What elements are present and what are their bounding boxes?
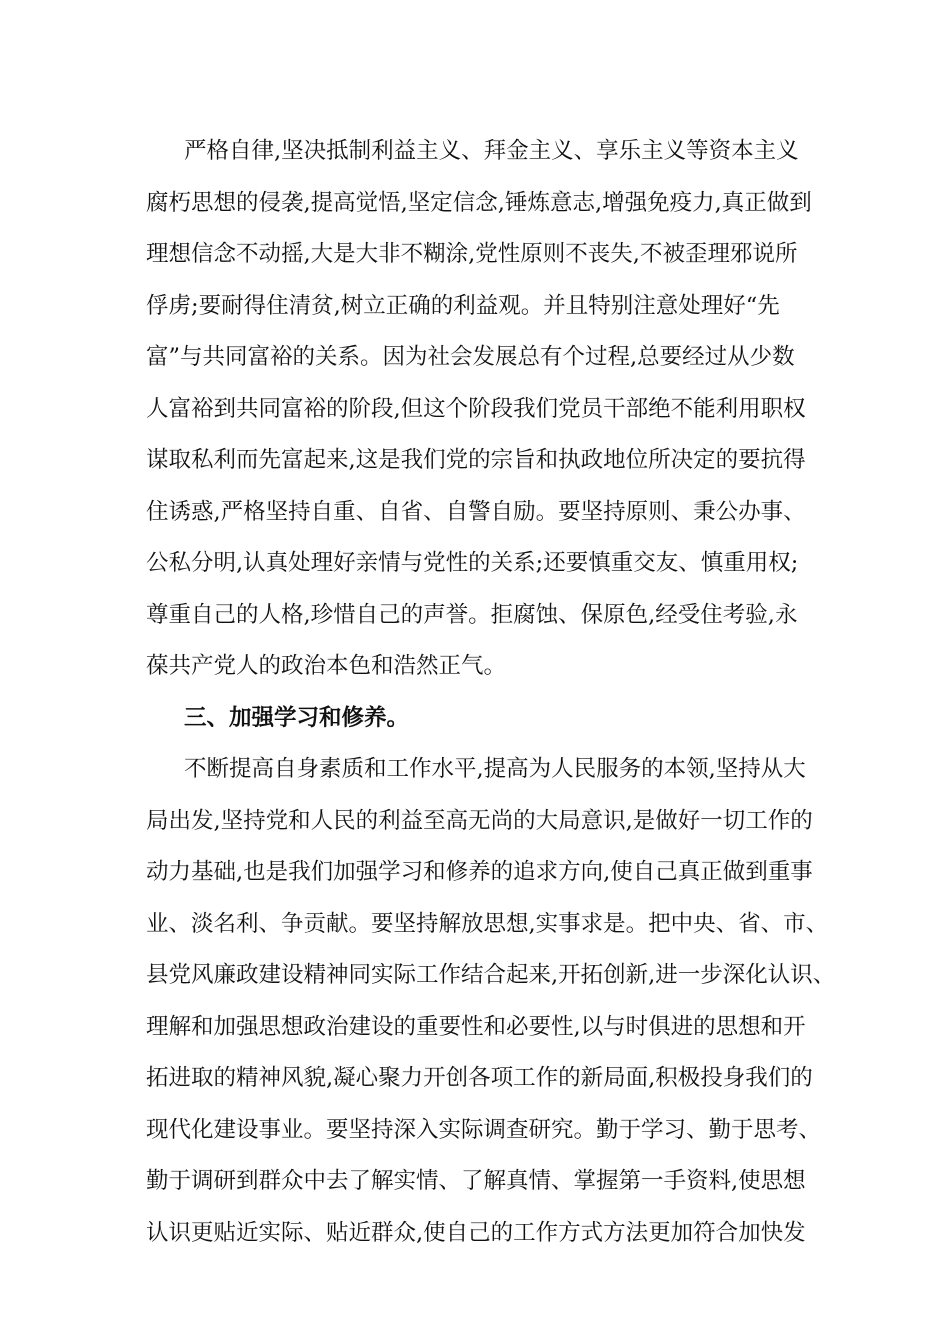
paragraph-2-line-4: 业、淡名利、争贡献。要坚持解放思想,实事求是。把中央、省、市、: [146, 910, 829, 937]
paragraph-1-line-3: 理想信念不动摇,大是大非不糊涂,党性原则不丧失,不被歪理邪说所: [146, 241, 798, 267]
paragraph-1-line-6: 人富裕到共同富裕的阶段,但这个阶段我们党员干部绝不能利用职权: [146, 395, 806, 422]
document-body: [146, 126, 836, 1259]
section-heading: 三、加强学习和修养。: [184, 704, 410, 731]
paragraph-1-line-5: 富”与共同富裕的关系。因为社会发展总有个过程,总要经过从少数: [146, 344, 795, 370]
paragraph-2-line-6: 理解和加强思想政治建设的重要性和必要性,以与时俱进的思想和开: [146, 1013, 806, 1040]
paragraph-2-line-3: 动力基础,也是我们加强学习和修养的追求方向,使自己真正做到重事: [146, 859, 813, 885]
paragraph-2-line-1: 不断提高自身素质和工作水平,提高为人民服务的本领,坚持从大: [184, 756, 806, 782]
paragraph-1-line-2: 腐朽思想的侵袭,提高觉悟,坚定信念,锤炼意志,增强免疫力,真正做到: [146, 189, 812, 216]
paragraph-1-line-1: 严格自律,坚决抵制利益主义、拜金主义、享乐主义等资本主义: [184, 138, 799, 164]
paragraph-2-line-2: 局出发,坚持党和人民的利益至高无尚的大局意识,是做好一切工作的: [146, 807, 813, 834]
paragraph-1-line-4: 俘虏;要耐得住清贫,树立正确的利益观。并且特别注意处理好“先: [146, 292, 780, 319]
paragraph-2-line-5: 县党风廉政建设精神同实际工作结合起来,开拓创新,进一步深化认识、: [146, 962, 836, 988]
paragraph-2-line-7: 拓进取的精神风貌,凝心聚力开创各项工作的新局面,积极投身我们的: [146, 1065, 813, 1091]
paragraph-2-line-10: 认识更贴近实际、贴近群众,使自己的工作方式方法更加符合加快发: [146, 1219, 806, 1246]
paragraph-1-line-7: 谋取私利而先富起来,这是我们党的宗旨和执政地位所决定的要抗得: [146, 447, 806, 473]
paragraph-1-line-9: 公私分明,认真处理好亲情与党性的关系;还要慎重交友、慎重用权;: [146, 550, 799, 576]
paragraph-2-line-9: 勤于调研到群众中去了解实情、了解真情、掌握第一手资料,使思想: [146, 1168, 806, 1194]
paragraph-1-line-10: 尊重自己的人格,珍惜自己的声誉。拒腐蚀、保原色,经受住考验,永: [146, 601, 798, 628]
paragraph-2-line-8: 现代化建设事业。要坚持深入实际调查研究。勤于学习、勤于思考、: [146, 1116, 822, 1143]
paragraph-1-line-8: 住诱惑,严格坚持自重、自省、自警自励。要坚持原则、秉公办事、: [146, 498, 806, 525]
paragraph-1-line-11: 葆共产党人的政治本色和浩然正气。: [146, 653, 507, 679]
